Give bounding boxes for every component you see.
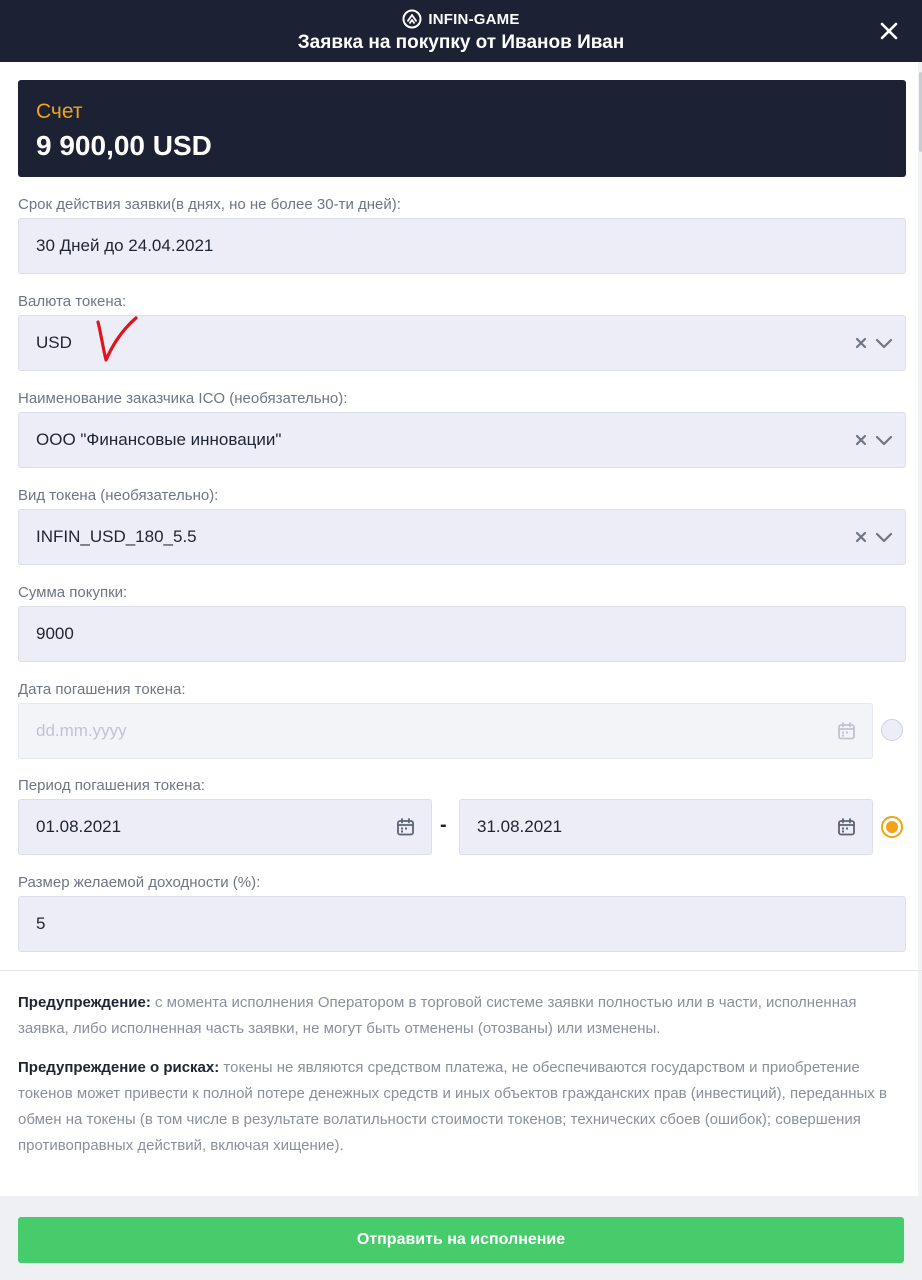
close-icon[interactable]	[878, 20, 900, 42]
account-label: Счет	[36, 100, 83, 123]
currency-select[interactable]	[18, 315, 906, 371]
customer-value: ООО "Финансовые инновации"	[36, 430, 282, 449]
yield-input[interactable]	[18, 896, 906, 952]
validity-value: 30 Дней до 24.04.2021	[36, 236, 214, 255]
warning-risks-text: токены не являются средством платежа, не обеспечиваются государством и приобретение токенов может привести к полной потере денежных средств и иных объектов гражданских прав (инвестиций), переданных в обмен на токены (в том числе в результате волатильности стоимости токенов; технических сбоев (ошибок); совершения противоправных действий, включая хищение).	[18, 1059, 887, 1154]
period-separator: -	[440, 814, 447, 836]
brand	[0, 9, 922, 29]
brand-name: INFIN-GAME	[428, 11, 520, 28]
maturity-date-label: Дата погашения токена:	[18, 681, 186, 698]
divider	[0, 970, 922, 971]
maturity-period-label: Период погашения токена:	[18, 777, 205, 794]
maturity-date-placeholder: dd.mm.yyyy	[36, 721, 127, 740]
calendar-icon[interactable]	[837, 818, 856, 837]
maturity-date-radio[interactable]	[881, 719, 903, 741]
modal-title: Заявка на покупку от Иванов Иван	[297, 32, 625, 53]
yield-value: 5	[36, 914, 46, 933]
clear-icon[interactable]	[855, 337, 867, 349]
currency-label: Валюта токена:	[18, 293, 127, 310]
validity-label: Срок действия заявки(в днях, но не более 30-ти дней):	[18, 196, 401, 213]
amount-label: Сумма покупки:	[18, 584, 128, 601]
period-to-value: 31.08.2021	[477, 817, 563, 836]
yield-label: Размер желаемой доходности (%):	[18, 874, 261, 891]
customer-select[interactable]	[18, 412, 906, 468]
maturity-date-input[interactable]	[18, 703, 873, 759]
account-balance: 9 900,00 USD	[36, 130, 212, 161]
warning-risks-title: Предупреждение о рисках:	[18, 1059, 220, 1076]
warning-execution-text: с момента исполнения Оператором в торговой системе заявки полностью или в части, исполненная заявка, либо исполненная часть заявки, не могут быть отменены (отозваны) или изменены.	[18, 994, 857, 1037]
chevron-down-icon[interactable]	[875, 434, 893, 446]
chevron-down-icon[interactable]	[875, 337, 893, 349]
modal-header	[0, 0, 922, 62]
calendar-icon[interactable]	[837, 722, 856, 741]
scrollbar[interactable]	[918, 62, 922, 1197]
warning-execution-title: Предупреждение:	[18, 994, 151, 1011]
period-from-input[interactable]	[18, 799, 432, 855]
handwritten-check-mark	[96, 316, 140, 366]
calendar-icon[interactable]	[396, 818, 415, 837]
token-type-select[interactable]	[18, 509, 906, 565]
submit-button[interactable]: Отправить на исполнение	[18, 1217, 904, 1263]
warning-risks	[18, 1055, 898, 1159]
amount-input[interactable]	[18, 606, 906, 662]
modal-footer	[0, 1196, 922, 1280]
currency-value: USD	[36, 333, 72, 352]
period-from-value: 01.08.2021	[36, 817, 122, 836]
validity-field[interactable]	[18, 218, 906, 274]
period-to-input[interactable]	[459, 799, 873, 855]
amount-value: 9000	[36, 624, 74, 643]
clear-icon[interactable]	[855, 531, 867, 543]
logo-icon	[402, 9, 422, 29]
warning-execution	[18, 990, 898, 1042]
account-card	[18, 80, 906, 177]
maturity-period-radio[interactable]	[881, 816, 903, 838]
token-type-label: Вид токена (необязательно):	[18, 487, 219, 504]
token-type-value: INFIN_USD_180_5.5	[36, 527, 197, 546]
chevron-down-icon[interactable]	[875, 531, 893, 543]
customer-label: Наименование заказчика ICO (необязательно):	[18, 390, 348, 407]
clear-icon[interactable]	[855, 434, 867, 446]
